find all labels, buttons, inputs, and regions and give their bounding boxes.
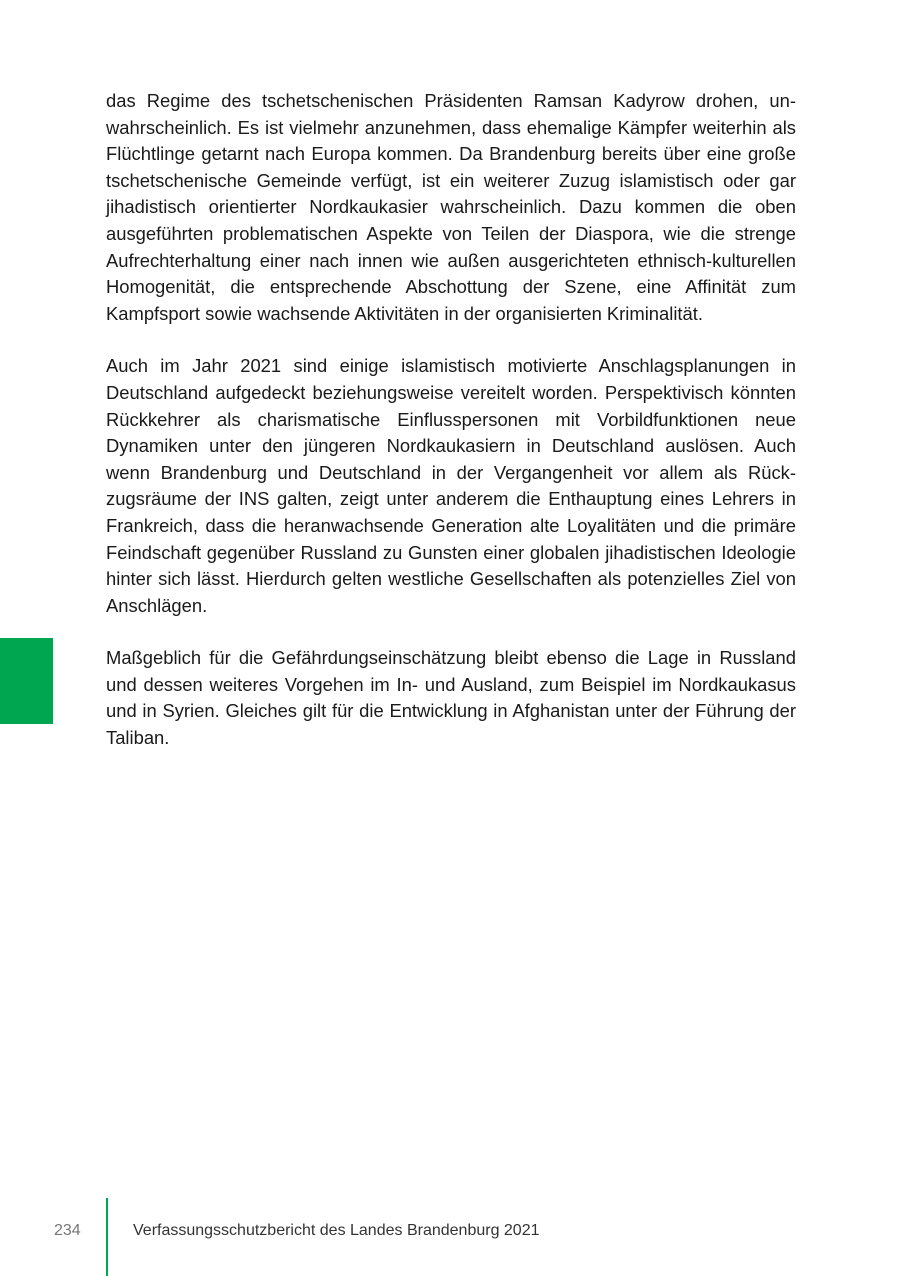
footer-divider [106, 1198, 108, 1276]
paragraph-3: Maßgeblich für die Gefährdungseinschätzung bleibt ebenso die Lage in Russland und dessen weiteres Vorgehen im In- und Ausland, zum Beispiel im Nordkaukasus und in Syrien. Gleiches gilt für die Entwicklung in Afghanistan unter der Führung der Taliban. [106, 647, 796, 749]
chapter-marker-tab [0, 638, 53, 724]
footer-title: Verfassungsschutzbericht des Landes Brandenburg 2021 [133, 1222, 540, 1239]
page-number: 234 [54, 1222, 81, 1239]
paragraph-2: Auch im Jahr 2021 sind einige islamistisch motivierte Anschlagsplanungen in Deutschland aufgedeckt beziehungsweise vereitelt worden. Perspektivisch könnten Rückkehrer als charismatische Einflusspersonen mit Vorbildfunktionen neue Dynamiken unter den jüngeren Nordkaukasiern in Deutschland auslösen. Auch wenn Brandenburg und Deutschland in der Vergangenheit vor allem als Rückzugsräume der INS galten, zeigt unter anderem die Enthauptung eines Lehrers in Frankreich, dass die heranwachsende Generation alte Loyalitäten und die primäre Feindschaft gegenüber Russland zu Gunsten einer globalen jihadistischen Ideologie hinter sich lässt. Hierdurch gelten westliche Gesellschaften als potenzielles Ziel von Anschlägen. [106, 355, 796, 616]
paragraph-1: das Regime des tschetschenischen Präsidenten Ramsan Kadyrow drohen, unwahrscheinlich. Es ist vielmehr anzunehmen, dass ehemalige Kämpfer weiterhin als Flüchtlinge getarnt nach Europa kommen. Da Brandenburg bereits über eine große tschetschenische Gemeinde verfügt, ist ein weiterer Zuzug islamistisch oder gar jihadistisch orientierter Nordkaukasier wahrscheinlich. Dazu kommen die oben ausgeführten problematischen Aspekte von Teilen der Diaspora, wie die strenge Aufrechterhaltung einer nach innen wie außen ausgerichteten ethnisch-kulturellen Homogenität, die entsprechende Abschottung der Szene, eine Affinität zum Kampfsport sowie wachsende Aktivitäten in der organisierten Kriminalität. [106, 90, 796, 324]
main-text [106, 88, 796, 778]
